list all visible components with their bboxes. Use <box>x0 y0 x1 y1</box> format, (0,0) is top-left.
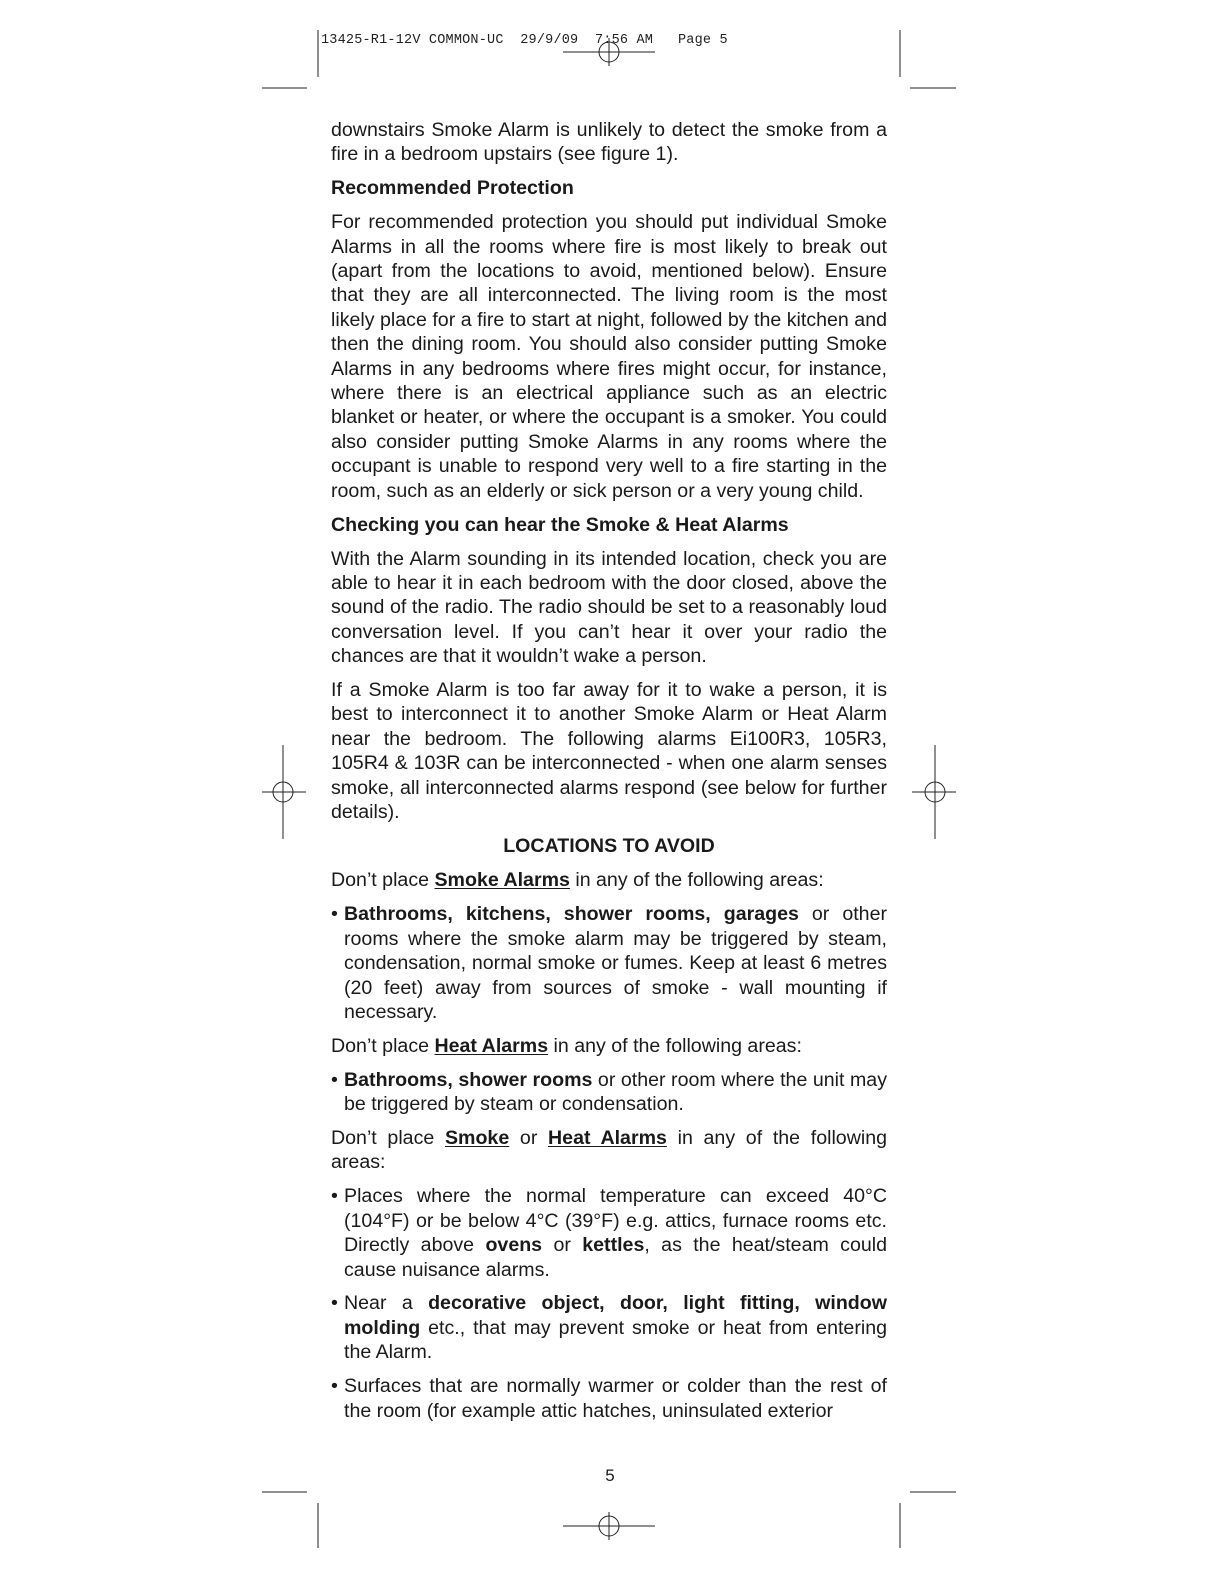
smoke-intro-prefix: Don’t place <box>331 869 435 892</box>
surfaces-bullet-item <box>331 1374 887 1423</box>
checking-paragraph-1: With the Alarm sounding in its intended location, check you are able to hear it in each bedroom with the door closed, above the sound of the radio. The radio should be set to a reasonably loud conversation level. If you can’t hear it over your radio the chances are that it wouldn’t wake a person. <box>331 547 887 668</box>
decorative-bullet-text: etc., that may prevent smoke or heat from entering the Alarm. <box>344 1316 887 1364</box>
smoke-alarms-label: Smoke Alarms <box>434 869 570 892</box>
slug-file: 13425-R1-12V COMMON-UC <box>321 33 504 48</box>
smoke-intro-suffix: in any of the following areas: <box>569 869 824 892</box>
smoke-bullet-bold: Bathrooms, kitchens, shower rooms, garages <box>344 903 799 926</box>
decorative-object-bullet-item <box>331 1291 887 1364</box>
slug-page: Page 5 <box>677 33 728 48</box>
bullet-dot: • <box>331 1068 338 1091</box>
slug-date: 29/9/09 <box>520 33 579 48</box>
bullet-dot: • <box>331 1292 338 1315</box>
heat-alarms-label: Heat Alarms <box>434 1034 549 1057</box>
bullet-dot: • <box>331 1375 338 1398</box>
smoke-bullet-item <box>331 902 887 1024</box>
bullet-dot: • <box>331 903 338 926</box>
temperature-bullet-text: Places where the normal temperature can exceed 40°C (104°F) or be below 4°C (39°F) e.g. attics, furnace rooms etc. Directly above <box>344 1185 887 1257</box>
page-number: 5 <box>605 1466 615 1485</box>
recommended-protection-paragraph: For recommended protection you should put individual Smoke Alarms in all the rooms where fire is most likely to break out (apart from the locations to avoid, mentioned below). Ensure that they are all interconnected. The living room is the most likely place for a fire to start at night, followed by the kitchen and then the dining room. You should also consider putting Smoke Alarms in any bedrooms where fires might occur, for instance, where there is an electrical appliance such as an electric blanket or heater, or where the occupant is a smoker. You could also consider putting Smoke Alarms in any rooms where the occupant is unable to respond very well to a fire starting in the room, such as an elderly or sick person or a very young child. <box>331 211 887 502</box>
heat-bullet-item <box>331 1068 887 1117</box>
slug-time: 7:56 AM <box>594 33 654 48</box>
temperature-bullet-or: or <box>542 1234 583 1257</box>
both-alarms-intro <box>331 1126 887 1175</box>
kettles-bold: kettles <box>582 1234 645 1257</box>
decorative-bullet-bold: decorative object, door, light fitting, window molding <box>344 1292 887 1339</box>
document-body <box>331 118 887 1433</box>
locations-to-avoid-heading: LOCATIONS TO AVOID <box>503 834 715 857</box>
smoke-bullet-text: or other rooms where the smoke alarm may be triggered by steam, condensation, normal smoke or fumes. Keep at least 6 metres (20 feet) away from sources of smoke - wall mounting if necessary. <box>344 903 887 1023</box>
both-intro-prefix: Don’t place <box>331 1127 445 1150</box>
both-intro-suffix: in any of the following areas: <box>331 1127 887 1174</box>
recommended-protection-heading: Recommended Protection <box>331 177 574 200</box>
decorative-bullet-prefix: Near a <box>344 1292 429 1315</box>
temperature-bullet-item <box>331 1184 887 1282</box>
both-intro-or: or <box>509 1127 549 1150</box>
checking-paragraph-2: If a Smoke Alarm is too far away for it to wake a person, it is best to interconnect it to another Smoke Alarm or Heat Alarm near the bedroom. The following alarms Ei100R3, 105R3, 105R4 & 103R can be interconnected - when one alarm senses smoke, all interconnected alarms respond (see below for further details). <box>331 679 887 824</box>
registration-mark-bottom <box>563 1512 655 1540</box>
heat-intro-suffix: in any of the following areas: <box>548 1034 802 1057</box>
ovens-bold: ovens <box>485 1234 543 1257</box>
registration-mark-right <box>912 745 956 839</box>
heat-bullet-bold: Bathrooms, shower rooms <box>344 1068 593 1091</box>
bullet-dot: • <box>331 1185 338 1208</box>
registration-mark-top <box>563 38 655 66</box>
smoke-alarms-intro <box>331 868 887 892</box>
registration-mark-left <box>262 745 306 839</box>
checking-heading: Checking you can hear the Smoke & Heat Alarms <box>331 513 789 536</box>
heat-bullet-text: or other room where the unit may be triggered by steam or condensation. <box>344 1068 888 1116</box>
heat-alarms-intro <box>331 1034 887 1058</box>
heat-intro-prefix: Don’t place <box>331 1034 435 1057</box>
temperature-bullet-end: , as the heat/steam could cause nuisance alarms. <box>344 1234 887 1281</box>
heat-alarms-label-2: Heat Alarms <box>548 1127 667 1150</box>
intro-paragraph: downstairs Smoke Alarm is unlikely to detect the smoke from a fire in a bedroom upstairs (see figure 1). <box>331 119 887 166</box>
surfaces-bullet-text: Surfaces that are normally warmer or colder than the rest of the room (for example attic hatches, uninsulated exterior <box>344 1375 887 1422</box>
smoke-label: Smoke <box>444 1127 510 1150</box>
